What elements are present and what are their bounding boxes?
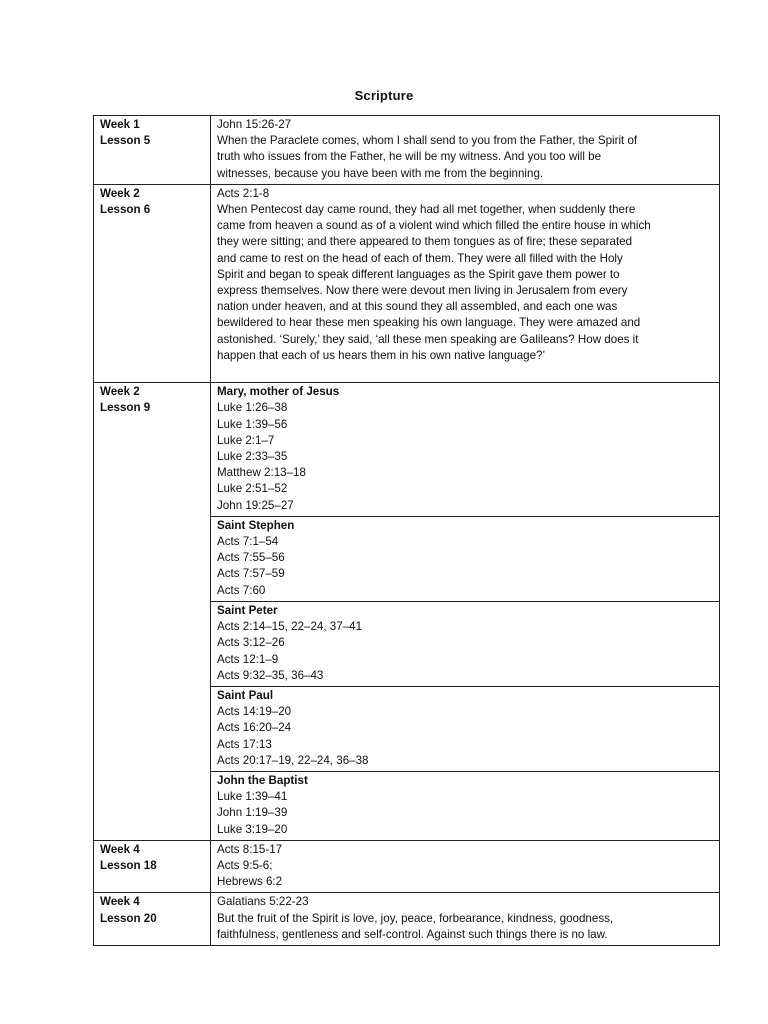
saint-group-cell [211,383,720,517]
saint-group-cell [211,601,720,686]
week-lesson-cell [94,184,211,382]
scripture-reference: Hebrews 6:2 [217,875,283,889]
scripture-reference: Acts 9:32–35, 36–43 [217,668,324,682]
scripture-reference: Acts 17:13 [217,737,272,751]
table-row [94,840,720,893]
scripture-reference: Galatians 5:22-23 [217,895,309,909]
scripture-cell [211,184,720,382]
scripture-text-line: came from heaven a sound as of a violent wind which filled the entire house in which [217,219,651,233]
scripture-reference: Luke 3:19–20 [217,822,288,836]
scripture-reference: Matthew 2:13–18 [217,466,306,480]
scripture-reference: John 19:25–27 [217,498,294,512]
table-row [94,184,720,382]
scripture-cell [211,116,720,185]
saint-group-cell [211,686,720,771]
scripture-reference: Acts 2:14–15, 22–24, 37–41 [217,620,363,634]
scripture-text-line: happen that each of us hears them in his own native language?’ [217,348,546,362]
scripture-text-line: When the Paraclete comes, whom I shall send to you from the Father, the Spirit of [217,134,638,148]
week-label: Week 2 [100,186,140,200]
scripture-text-line: When Pentecost day came round, they had all met together, when suddenly there [217,203,636,217]
scripture-text-line: bewildered to hear these men speaking his own language. They were amazed and [217,316,641,330]
saint-group-cell [211,771,720,840]
group-heading: Saint Paul [217,688,274,702]
scripture-cell [211,893,720,946]
scripture-reference: Luke 1:39–41 [217,790,288,804]
saint-group-cell [211,516,720,601]
lesson-label: Lesson 5 [100,134,151,148]
scripture-reference: Acts 7:1–54 [217,535,279,549]
lesson-label: Lesson 6 [100,203,151,217]
scripture-text-line: nation under heaven, and at this sound they all assembled, and each one was [217,300,618,314]
group-heading: Mary, mother of Jesus [217,385,340,399]
scripture-reference: Acts 3:12–26 [217,636,285,650]
scripture-reference: Acts 9:5-6; [217,858,273,872]
scripture-reference: Luke 2:33–35 [217,450,288,464]
table-row [94,116,720,185]
scripture-reference: Acts 7:55–56 [217,551,285,565]
scripture-text-line: witnesses, because you have been with me from the beginning. [217,166,544,180]
lesson-label: Lesson 20 [100,911,157,925]
scripture-text-line: they were sitting; and there appeared to them tongues as of fire; these separated [217,235,633,249]
scripture-reference: Acts 16:20–24 [217,721,292,735]
week-lesson-cell [94,383,211,840]
table-row [94,893,720,946]
scripture-reference: Acts 7:57–59 [217,567,285,581]
scripture-reference: Luke 2:51–52 [217,482,288,496]
scripture-reference: Acts 14:19–20 [217,705,292,719]
scripture-reference: Acts 7:60 [217,583,266,597]
scripture-text-line: and came to rest on the head of each of them. They were all filled with the Holy [217,251,623,265]
week-label: Week 1 [100,118,140,131]
week-label: Week 2 [100,385,140,399]
scripture-reference: Luke 1:39–56 [217,417,288,431]
scripture-text-line: Spirit and began to speak different languages as the Spirit gave them power to [217,267,620,281]
scripture-table [93,115,720,946]
lesson-label: Lesson 18 [100,858,157,872]
scripture-reference: Luke 2:1–7 [217,433,275,447]
blank-line [217,364,713,380]
group-heading: John the Baptist [217,773,308,787]
scripture-text-line: But the fruit of the Spirit is love, joy, peace, forbearance, kindness, goodness, [217,911,614,925]
scripture-reference: John 1:19–39 [217,806,288,820]
scripture-reference: Luke 1:26–38 [217,401,288,415]
scripture-text-line: express themselves. Now there were devout men living in Jerusalem from every [217,284,628,298]
week-lesson-cell [94,840,211,893]
group-heading: Saint Stephen [217,518,295,532]
scripture-reference: Acts 2:1-8 [217,186,270,200]
scripture-text-line: astonished. ‘Surely,’ they said, ‘all these men speaking are Galileans? How does it [217,332,639,346]
scripture-reference: John 15:26-27 [217,118,292,131]
page-title: Scripture [354,88,414,103]
scripture-reference: Acts 12:1–9 [217,652,279,666]
scripture-reference: Acts 20:17–19, 22–24, 36–38 [217,753,369,767]
week-label: Week 4 [100,842,140,856]
scripture-text-line: faithfulness, gentleness and self-control. Against such things there is no law. [217,927,608,941]
week-label: Week 4 [100,895,140,909]
table-row [94,383,720,517]
scripture-reference: Acts 8:15-17 [217,842,283,856]
week-lesson-cell [94,116,211,185]
week-lesson-cell [94,893,211,946]
group-heading: Saint Peter [217,603,278,617]
scripture-cell [211,840,720,893]
lesson-label: Lesson 9 [100,401,151,415]
scripture-text-line: truth who issues from the Father, he will be my witness. And you too will be [217,150,602,164]
